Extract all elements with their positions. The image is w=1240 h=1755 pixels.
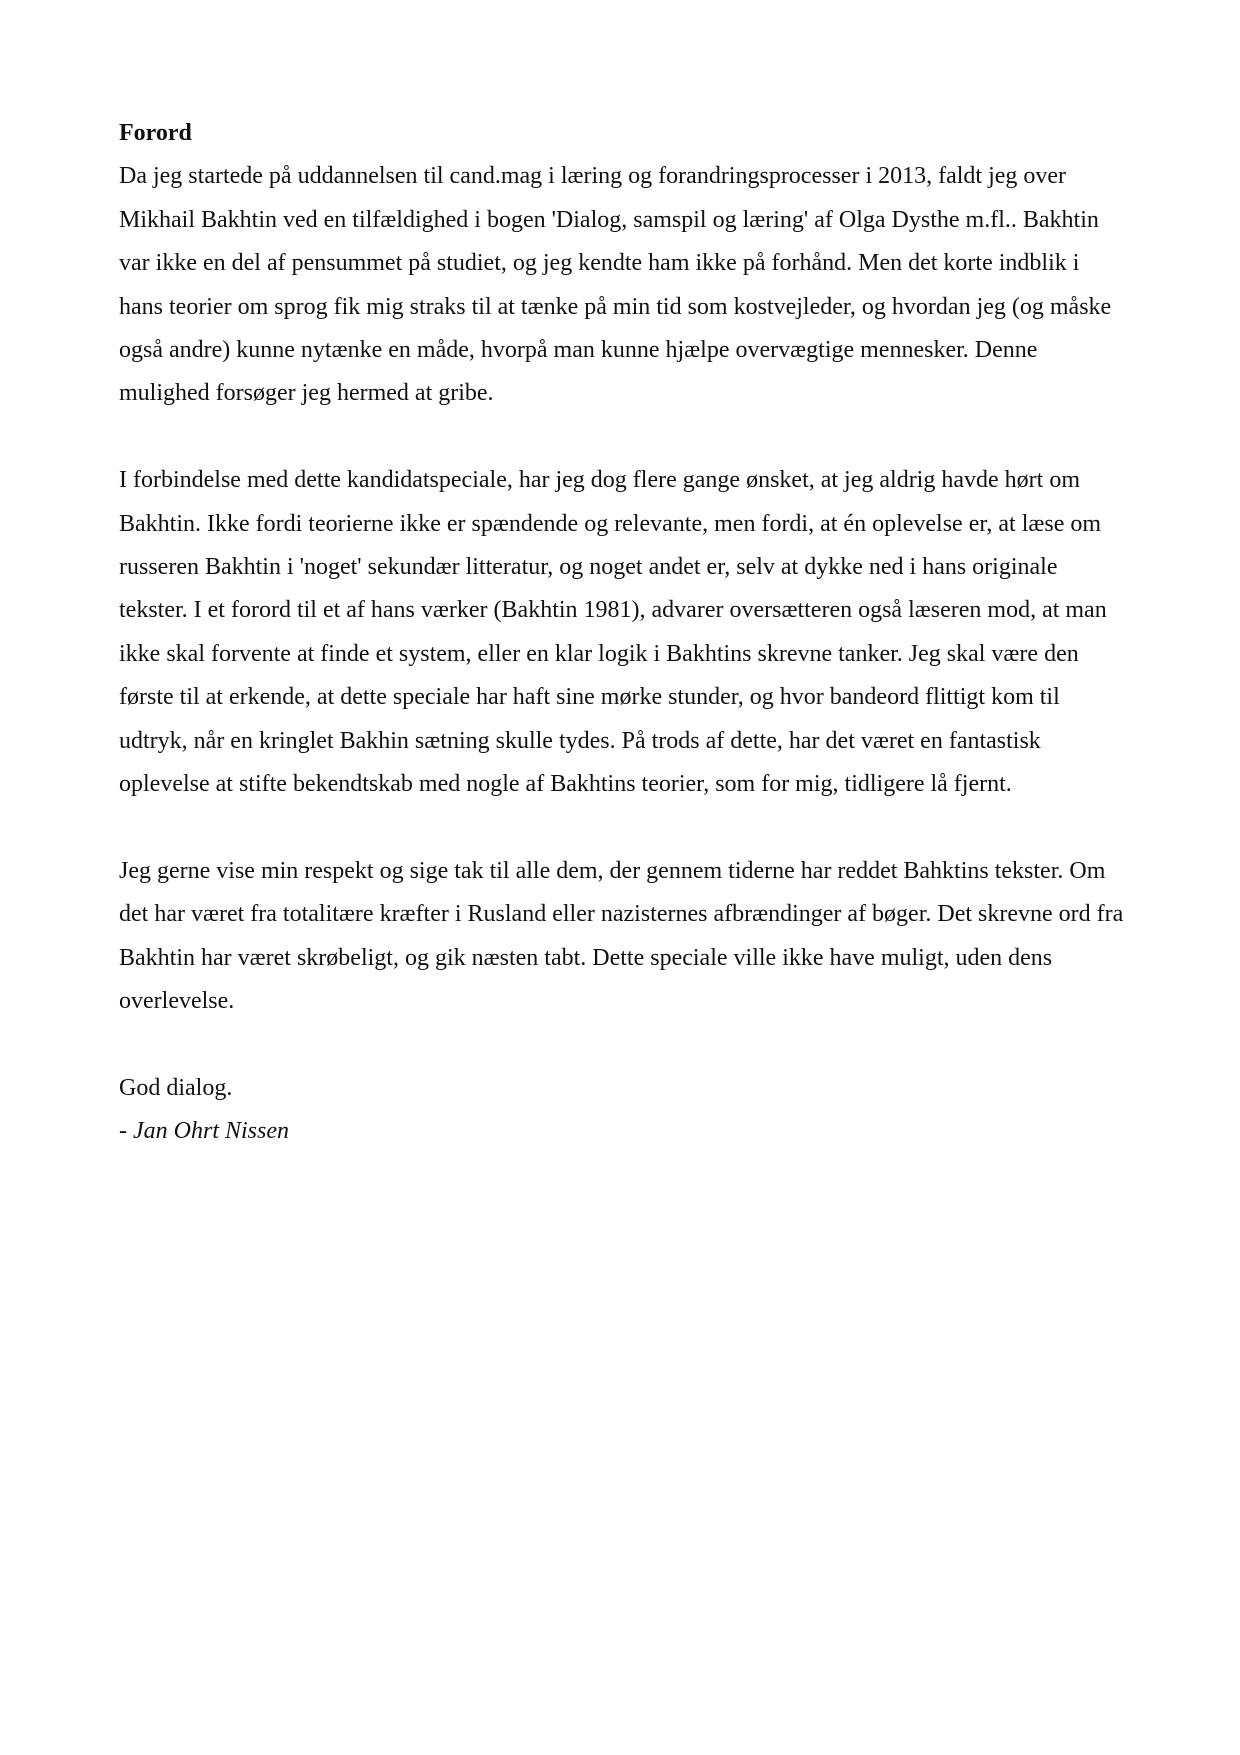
document-page bbox=[119, 112, 1129, 1154]
paragraph-gap bbox=[119, 806, 1129, 849]
paragraph-gap bbox=[119, 416, 1129, 459]
closing-line: God dialog. bbox=[119, 1074, 233, 1101]
paragraph-1: Da jeg startede på uddannelsen til cand.mag i læring og forandringsprocesser i 2013, faldt jeg over Mikhail Bakhtin ved en tilfældighed i bogen 'Dialog, samspil og læring' af Olga Dysthe m.fl.. Bakhtin var ikke en del af pensummet på studiet, og jeg kendte ham ikke på forhånd. Men det korte indblik i hans teorier om sprog fik mig straks til at tænke på min tid som kostvejleder, og hvordan jeg (og måske også andre) kunne nytænke en måde, hvorpå man kunne hjælpe overvægtige mennesker. Denne mulighed forsøger jeg hermed at gribe. bbox=[119, 163, 1112, 407]
paragraph-gap bbox=[119, 1024, 1129, 1067]
paragraph-2: I forbindelse med dette kandidatspeciale, har jeg dog flere gange ønsket, at jeg aldrig havde hørt om Bakhtin. Ikke fordi teorierne ikke er spændende og relevante, men fordi, at én oplevelse er, at læse om russeren Bakhtin i 'noget' sekundær litteratur, og noget andet er, selv at dykke ned i hans originale tekster. I et forord til et af hans værker (Bakhtin 1981), advarer oversætteren også læseren mod, at man ikke skal forvente at finde et system, eller en klar logik i Bakhtins skrevne tanker. Jeg skal være den første til at erkende, at dette speciale har haft sine mørke stunder, og hvor bandeord flittigt kom til udtryk, når en kringlet Bakhin sætning skulle tydes. På trods af dette, har det været en fantastisk oplevelse at stifte bekendtskab med nogle af Bakhtins teorier, som for mig, tidligere lå fjernt. bbox=[119, 467, 1107, 798]
document-title: Forord bbox=[119, 120, 192, 146]
signature bbox=[119, 1110, 1129, 1153]
signature-name: Jan Ohrt Nissen bbox=[133, 1118, 289, 1145]
paragraph-3: Jeg gerne vise min respekt og sige tak til alle dem, der gennem tiderne har reddet Bahktins tekster. Om det har været fra totalitære kræfter i Rusland eller nazisternes afbrændinger af bøger. Det skrevne ord fra Bakhtin har været skrøbeligt, og gik næsten tabt. Dette speciale ville ikke have muligt, uden dens overlevelse. bbox=[119, 857, 1124, 1015]
signature-prefix: - bbox=[119, 1118, 133, 1145]
